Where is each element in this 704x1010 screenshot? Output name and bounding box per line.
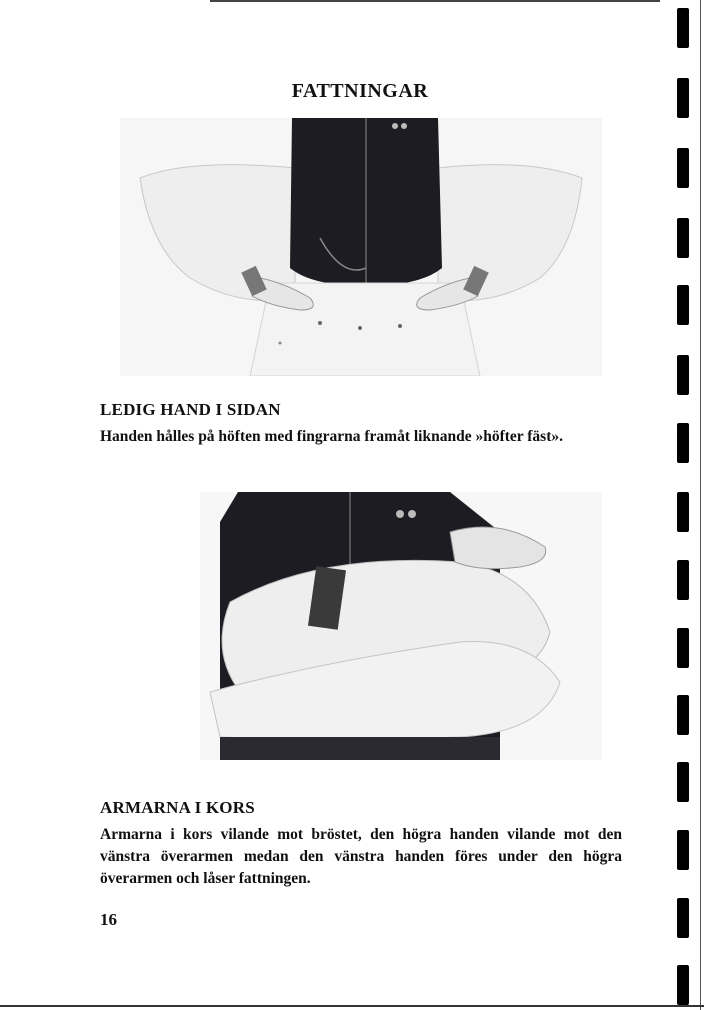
binding-hole (677, 148, 689, 188)
page-bottom-edge (0, 1005, 704, 1007)
binding-hole (677, 695, 689, 735)
section-2-heading: ARMARNA I KORS (100, 798, 255, 817)
binding-hole (677, 898, 689, 938)
binding-hole (677, 628, 689, 668)
photo-hand-on-hip (120, 118, 602, 376)
binding-hole (677, 423, 689, 463)
section-1-heading: LEDIG HAND I SIDAN (100, 400, 281, 419)
page-number: 16 (100, 910, 117, 929)
binding-hole (677, 8, 689, 48)
binding-hole (677, 830, 689, 870)
section-2-text: Armarna i kors vilande mot bröstet, den högra handen vilande mot den vänstra överarmen medan den vänstra handen föres under den högra överarmen och låser fattningen. (100, 826, 622, 887)
binding-hole (677, 355, 689, 395)
page-top-edge (210, 0, 660, 2)
binding-hole (677, 492, 689, 532)
binding-hole (677, 965, 689, 1005)
binding-hole (677, 285, 689, 325)
page-title: FATTNINGAR (291, 80, 429, 102)
binding-hole (677, 218, 689, 258)
section-1-text: Handen hålles på höften med fingrarna framåt liknande »höfter fäst». (100, 428, 564, 445)
binding-line (700, 0, 701, 1010)
photo-arms-crossed (200, 492, 602, 760)
binding-hole (677, 560, 689, 600)
binding-hole (677, 762, 689, 802)
